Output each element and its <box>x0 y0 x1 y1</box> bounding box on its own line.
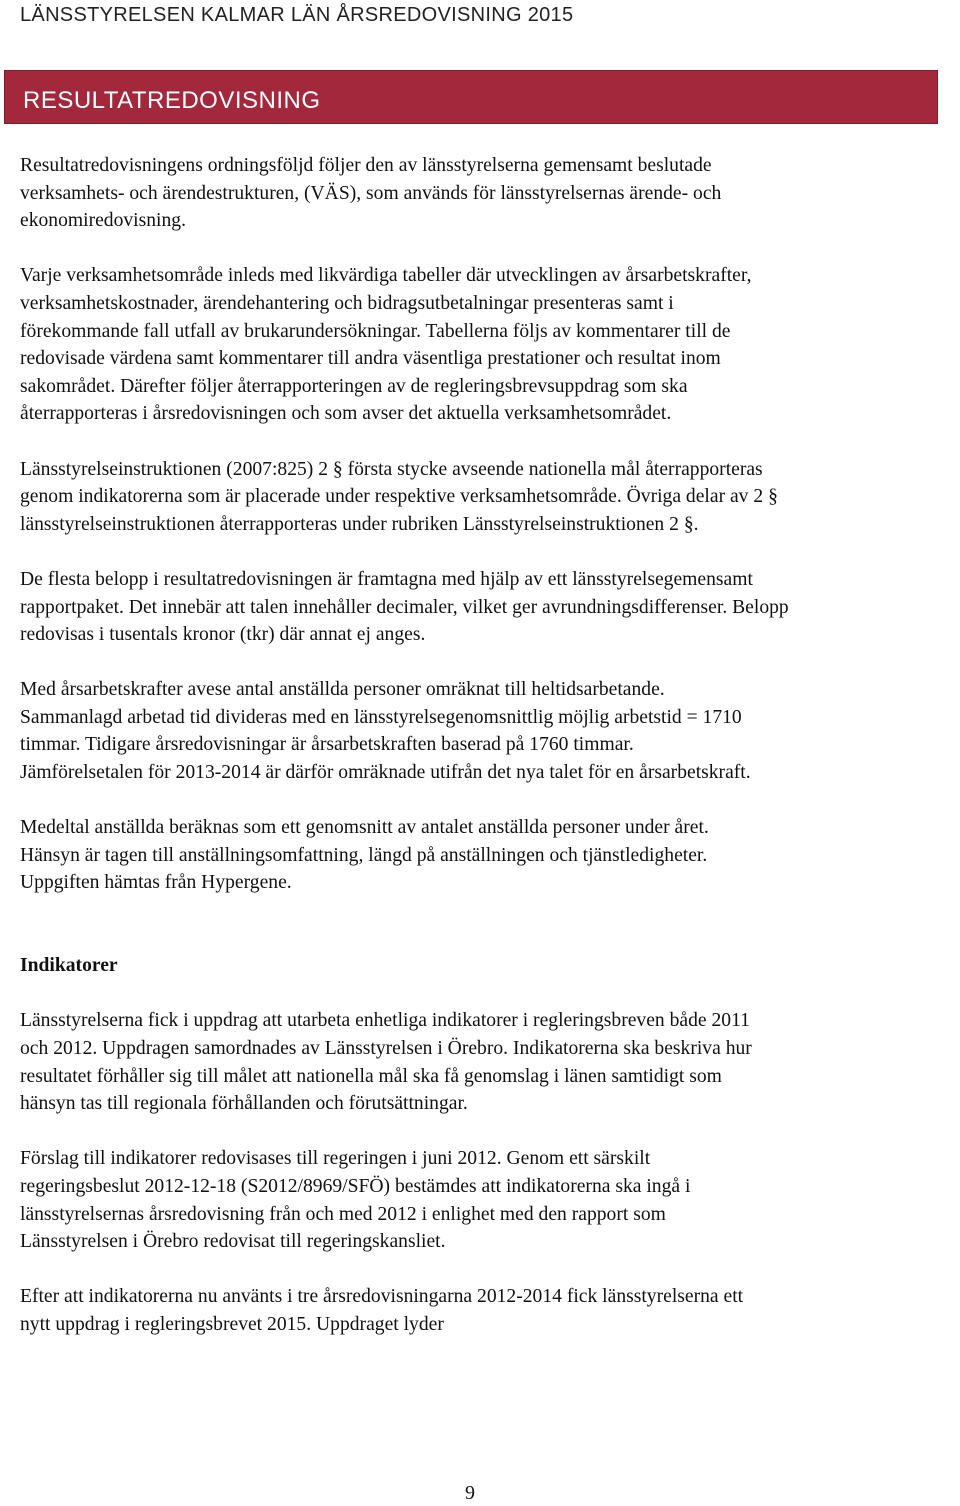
page-number: 9 <box>465 1482 475 1504</box>
paragraph-instruktion: Länsstyrelseinstruktionen (2007:825) 2 § första stycke avseende nationella mål återrapporteras genom indikatorerna som är placerade under respektive verksamhetsområde. Övriga delar av 2 § länsstyrelseinstruktionen återrapporteras under rubriken Länsstyrelseinstruktionen 2 §. <box>20 458 778 535</box>
paragraph-indikatorer-uppdrag: Länsstyrelserna fick i uppdrag att utarbeta enhetliga indikatorer i regleringsbreven både 2011 och 2012. Uppdragen samordnades av Länsstyrelsen i Örebro. Indikatorerna ska beskriva hur resultatet förhåller sig till målet att nationella mål ska få genomslag i länen samtidigt som hänsyn tas till regionala förhållanden och förutsättningar. <box>20 1010 752 1115</box>
paragraph-intro: Resultatredovisningens ordningsföljd följer den av länsstyrelserna gemensamt beslutade verksamhets- och ärendestrukturen, (VÄS), som används för länsstyrelsernas ärende- och ekonomiredovisning. <box>20 155 722 232</box>
section-banner <box>4 70 938 124</box>
paragraph-arsarbetskrafter: Med årsarbetskrafter avese antal anställda personer omräknat till heltidsarbetande. Sammanlagd arbetad tid divideras med en länsstyrelsegenomsnittlig möjlig arbetstid = 1710 timmar. Tidigare årsredovisningar är årsarbetskraften baserad på 1760 timmar. Jämförelsetalen för 2013-2014 är därför omräknade utifrån det nya talet för en årsarbetskraft. <box>20 679 751 784</box>
paragraph-verksamhetsomrade: Varje verksamhetsområde inleds med likvärdiga tabeller där utvecklingen av årsarbetskrafter, verksamhetskostnader, ärendehantering och bidragsutbetalningar presenteras samt i förekommande fall utfall av brukarundersökningar. Tabellerna följs av kommentarer till de redovisade värdena samt kommentarer till andra väsentliga prestationer och resultat inom sakområdet. Därefter följer återrapporteringen av de regleringsbrevsuppdrag som ska återrapporteras i årsredovisningen och som avser det aktuella verksamhetsområdet. <box>20 265 752 425</box>
paragraph-medeltal: Medeltal anställda beräknas som ett genomsnitt av antalet anställda personer under året. Hänsyn är tagen till anställningsomfattning, längd på anställningen och tjänstledigheter. Uppgiften hämtas från Hypergene. <box>20 817 709 894</box>
running-header: LÄNSSTYRELSEN KALMAR LÄN ÅRSREDOVISNING 2015 <box>20 4 574 26</box>
section-title: RESULTATREDOVISNING <box>23 87 321 114</box>
paragraph-indikatorer-forslag: Förslag till indikatorer redovisases till regeringen i juni 2012. Genom ett särskilt regeringsbeslut 2012-12-18 (S2012/8969/SFÖ) bestämdes att indikatorerna ska ingå i länsstyrelsernas årsredovisning från och med 2012 i enlighet med den rapport som Länsstyrelsen i Örebro redovisat till regeringskansliet. <box>20 1148 691 1253</box>
body-text <box>20 152 960 1339</box>
paragraph-belopp: De flesta belopp i resultatredovisningen är framtagna med hjälp av ett länsstyrelsegemensamt rapportpaket. Det innebär att talen innehåller decimaler, vilket ger avrundningsdifferenser. Belopp redovisas i tusentals kronor (tkr) där annat ej anges. <box>20 568 789 646</box>
indikatorer-heading: Indikatorer <box>20 955 118 977</box>
paragraph-indikatorer-nytt-uppdrag: Efter att indikatorerna nu använts i tre årsredovisningarna 2012-2014 fick länsstyrelserna ett nytt uppdrag i regleringsbrevet 2015. Uppdraget lyder <box>20 1286 744 1335</box>
indikatorer-section <box>20 925 960 1118</box>
